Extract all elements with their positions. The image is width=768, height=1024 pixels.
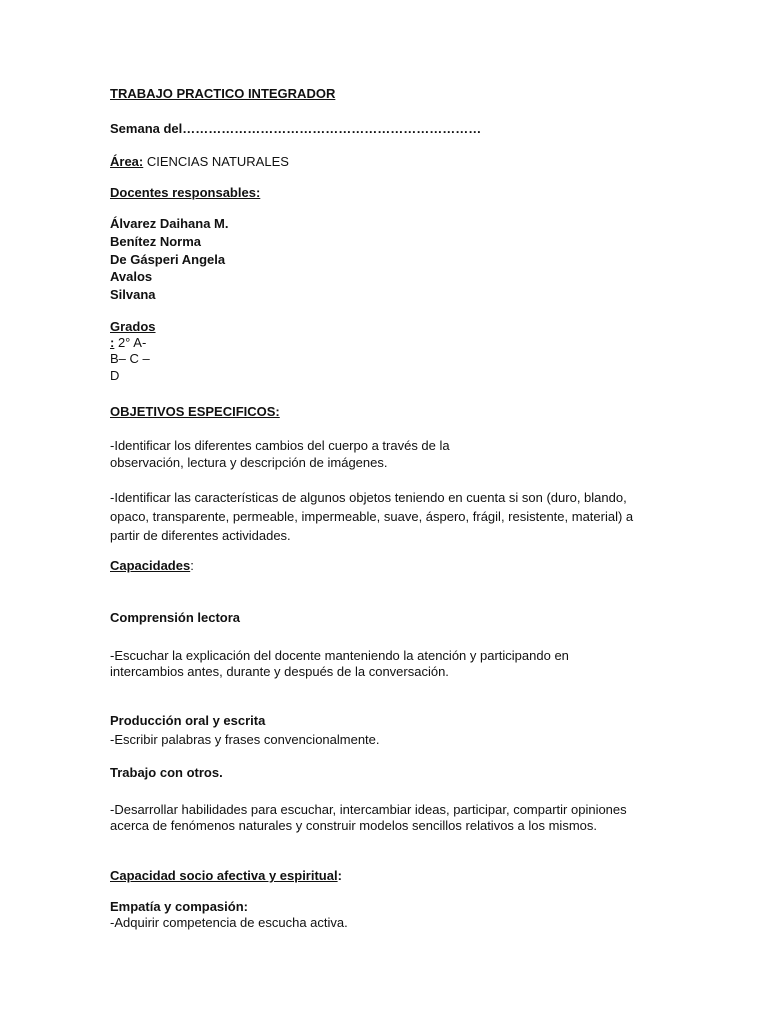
grados-colon: : bbox=[110, 335, 115, 350]
docente-name: Álvarez Daihana M. bbox=[110, 216, 229, 231]
socio-heading: Capacidad socio afectiva y espiritual bbox=[110, 868, 338, 883]
docente-name: Silvana bbox=[110, 287, 156, 302]
objetivo-2: -Identificar las características de algunos objetos teniendo en cuenta si son (duro, blando, opaco, transparente, permeable, impermeable, suave, áspero, frágil, resistente, material) a partir de diferentes actividades. bbox=[110, 490, 634, 543]
docente-name: Avalos bbox=[110, 269, 153, 284]
semana-line bbox=[110, 121, 481, 137]
produccion-heading: Producción oral y escrita bbox=[110, 713, 266, 728]
socio-colon: : bbox=[337, 868, 342, 883]
capacidades-colon: : bbox=[190, 558, 194, 573]
empatia-text: -Adquirir competencia de escucha activa. bbox=[110, 915, 348, 930]
docente-name: De Gásperi Angela bbox=[110, 252, 226, 267]
produccion-text: -Escribir palabras y frases convencionalmente. bbox=[110, 732, 380, 747]
semana-label: Semana del bbox=[110, 121, 183, 136]
document-title: TRABAJO PRACTICO INTEGRADOR bbox=[110, 86, 336, 101]
area-line bbox=[110, 154, 289, 170]
empatia-heading: Empatía y compasión: bbox=[110, 899, 248, 914]
capacidades-heading: Capacidades bbox=[110, 558, 191, 573]
grados-value-1: 2° A- bbox=[114, 335, 147, 350]
area-label: Área: bbox=[110, 154, 144, 169]
trabajo-text: -Desarrollar habilidades para escuchar, intercambiar ideas, participar, compartir opiniones acerca de fenómenos naturales y construir modelos sencillos relativos a los mismos. bbox=[110, 802, 627, 833]
grados-heading: Grados bbox=[110, 319, 156, 334]
objetivo-1-line-2: observación, lectura y descripción de imágenes. bbox=[110, 455, 388, 470]
socio-heading-line bbox=[110, 868, 342, 884]
trabajo-heading: Trabajo con otros. bbox=[110, 765, 223, 780]
objetivo-1-line-1: -Identificar los diferentes cambios del cuerpo a través de la bbox=[110, 438, 450, 453]
grados-line-3: D bbox=[110, 368, 120, 383]
comprension-text: -Escuchar la explicación del docente manteniendo la atención y participando en intercambios antes, durante y después de la conversación. bbox=[110, 648, 569, 679]
grados-line-2: B– C – bbox=[110, 351, 150, 366]
semana-dots: …………………………………………………………… bbox=[182, 121, 482, 136]
docente-name: Benítez Norma bbox=[110, 234, 202, 249]
capacidades-heading-line bbox=[110, 558, 194, 574]
docentes-heading: Docentes responsables: bbox=[110, 185, 261, 200]
objetivos-heading: OBJETIVOS ESPECIFICOS: bbox=[110, 404, 280, 419]
comprension-heading: Comprensión lectora bbox=[110, 610, 241, 625]
area-value: CIENCIAS NATURALES bbox=[143, 154, 289, 169]
grados-line-1 bbox=[110, 335, 146, 351]
